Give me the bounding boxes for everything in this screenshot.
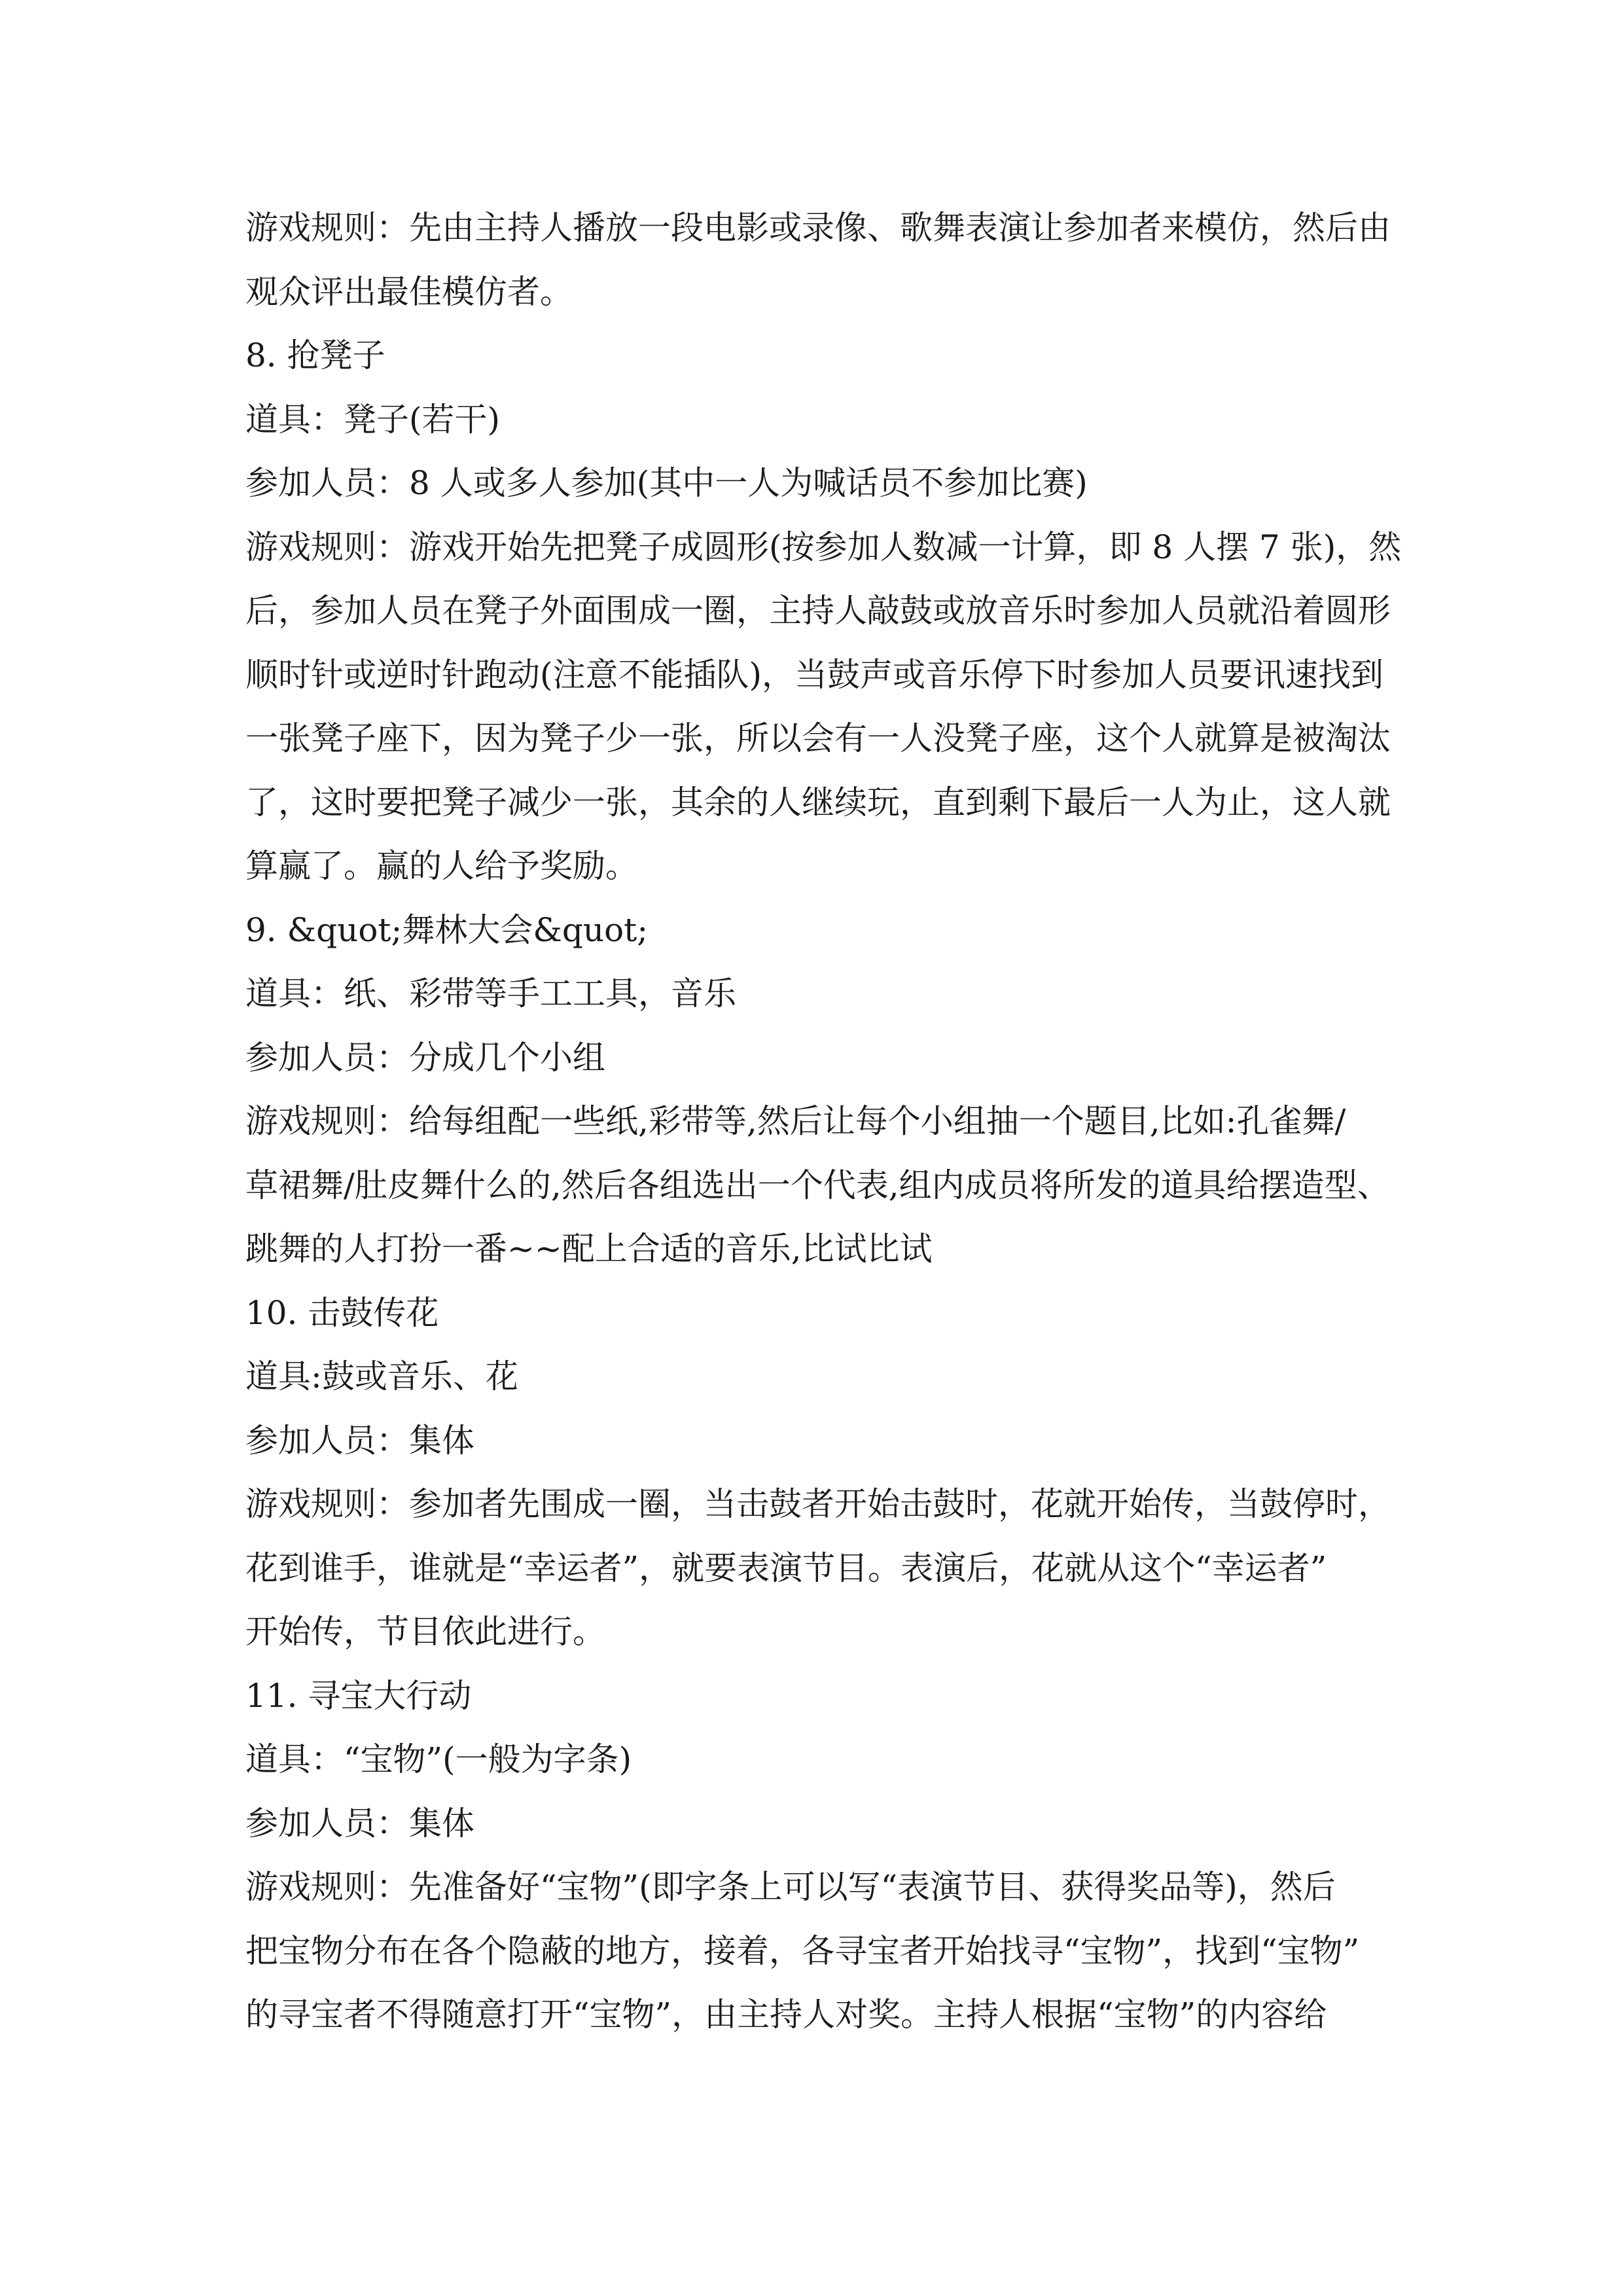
document-body xyxy=(245,196,1402,2047)
text-line: 草裙舞/肚皮舞什么的,然后各组选出一个代表,组内成员将所发的道具给摆造型、 xyxy=(245,1166,1390,1204)
text-line: 顺时针或逆时针跑动(注意不能插队)，当鼓声或音乐停下时参加人员要讯速找到 xyxy=(245,655,1384,694)
text-line: 游戏规则：先由主持人播放一段电影或录像、歌舞表演让参加者来模仿，然后由 xyxy=(245,209,1391,247)
text-line: 开始传，节目依此进行。 xyxy=(245,1613,605,1651)
text-line: 跳舞的人打扮一番~~配上合适的音乐,比试比试 xyxy=(245,1230,933,1268)
section-heading: 8. 抢凳子 xyxy=(245,336,385,374)
text-line: 算赢了。赢的人给予奖励。 xyxy=(245,847,638,885)
text-line: 把宝物分布在各个隐蔽的地方，接着，各寻宝者开始找寻“宝物”，找到“宝物” xyxy=(245,1931,1360,1970)
text-line: 游戏规则：参加者先围成一圈，当击鼓者开始击鼓时，花就开始传，当鼓停时， xyxy=(245,1485,1391,1523)
text-line: 游戏规则：给每组配一些纸,彩带等,然后让每个小组抽一个题目,比如:孔雀舞/ xyxy=(245,1102,1346,1140)
text-line: 一张凳子座下，因为凳子少一张，所以会有一人没凳子座，这个人就算是被淘汰 xyxy=(245,719,1391,757)
text-line: 道具:鼓或音乐、花 xyxy=(245,1357,518,1395)
text-line: 参加人员：集体 xyxy=(245,1804,474,1842)
section-heading: 9. &quot;舞林大会&quot; xyxy=(245,910,649,949)
text-line: 游戏规则：游戏开始先把凳子成圆形(按参加人数减一计算，即 8 人摆 7 张)，然 xyxy=(245,528,1402,566)
text-line: 参加人员：集体 xyxy=(245,1421,474,1460)
text-line: 参加人员：8 人或多人参加(其中一人为喊话员不参加比赛) xyxy=(245,464,1088,502)
text-line: 观众评出最佳模仿者。 xyxy=(245,272,573,311)
section-heading: 10. 击鼓传花 xyxy=(245,1293,439,1332)
text-line: 的寻宝者不得随意打开“宝物”，由主持人对奖。主持人根据“宝物”的内容给 xyxy=(245,1996,1327,2034)
section-heading: 11. 寻宝大行动 xyxy=(245,1676,472,1715)
text-line: 参加人员：分成几个小组 xyxy=(245,1038,605,1077)
text-line: 花到谁手，谁就是“幸运者”，就要表演节目。表演后，花就从这个“幸运者” xyxy=(245,1549,1327,1587)
text-line: 了，这时要把凳子减少一张，其余的人继续玩，直到剩下最后一人为止，这人就 xyxy=(245,783,1391,821)
text-line: 道具：凳子(若干) xyxy=(245,400,501,439)
text-line: 道具：“宝物”(一般为字条) xyxy=(245,1740,632,1778)
text-line: 游戏规则：先准备好“宝物”(即字条上可以写“表演节目、获得奖品等)，然后 xyxy=(245,1868,1336,1906)
text-line: 道具：纸、彩带等手工工具，音乐 xyxy=(245,975,736,1013)
text-line: 后，参加人员在凳子外面围成一圈，主持人敲鼓或放音乐时参加人员就沿着圆形 xyxy=(245,592,1391,630)
